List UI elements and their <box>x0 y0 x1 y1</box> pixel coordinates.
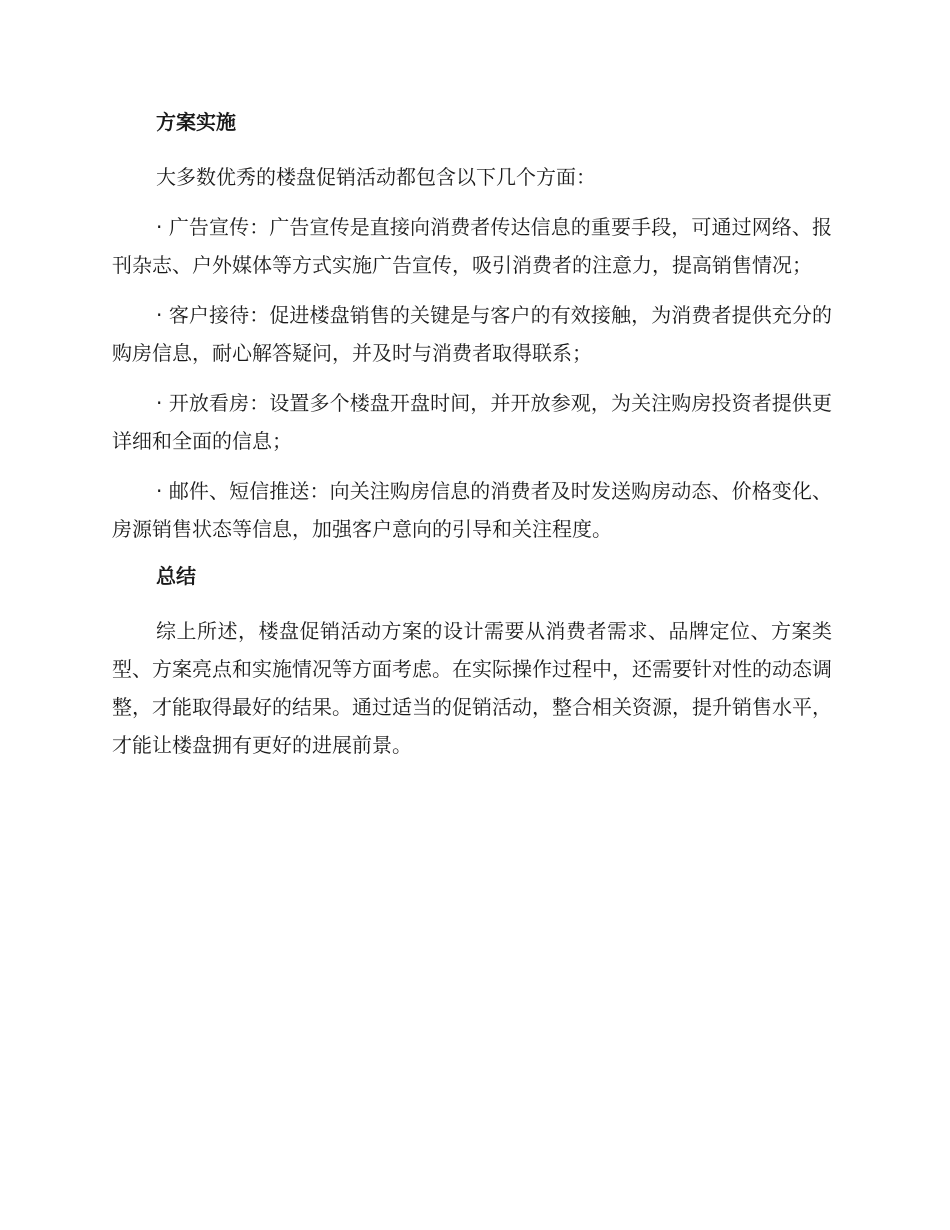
section-heading-implementation: 方案实施 <box>156 110 236 134</box>
list-item-advertising: · 广告宣传：广告宣传是直接向消费者传达信息的重要手段，可通过网络、报刊杂志、户外媒体等方式实施广告宣传，吸引消费者的注意力，提高销售情况； <box>112 215 832 277</box>
section-heading-summary: 总结 <box>156 564 196 588</box>
summary-paragraph: 综上所述，楼盘促销活动方案的设计需要从消费者需求、品牌定位、方案类型、方案亮点和实施情况等方面考虑。在实际操作过程中，还需要针对性的动态调整，才能取得最好的结果。通过适当的促销活动，整合相关资源，提升销售水平，才能让楼盘拥有更好的进展前景。 <box>112 619 832 757</box>
list-item-email-sms: · 邮件、短信推送：向关注购房信息的消费者及时发送购房动态、价格变化、房源销售状态等信息，加强客户意向的引导和关注程度。 <box>112 479 832 541</box>
intro-paragraph: 大多数优秀的楼盘促销活动都包含以下几个方面： <box>156 165 596 189</box>
list-item-customer-reception: · 客户接待：促进楼盘销售的关键是与客户的有效接触，为消费者提供充分的购房信息，耐心解答疑问，并及时与消费者取得联系； <box>112 303 832 365</box>
document-content <box>112 108 832 776</box>
list-item-open-house: · 开放看房：设置多个楼盘开盘时间，并开放参观，为关注购房投资者提供更详细和全面的信息； <box>112 391 832 453</box>
